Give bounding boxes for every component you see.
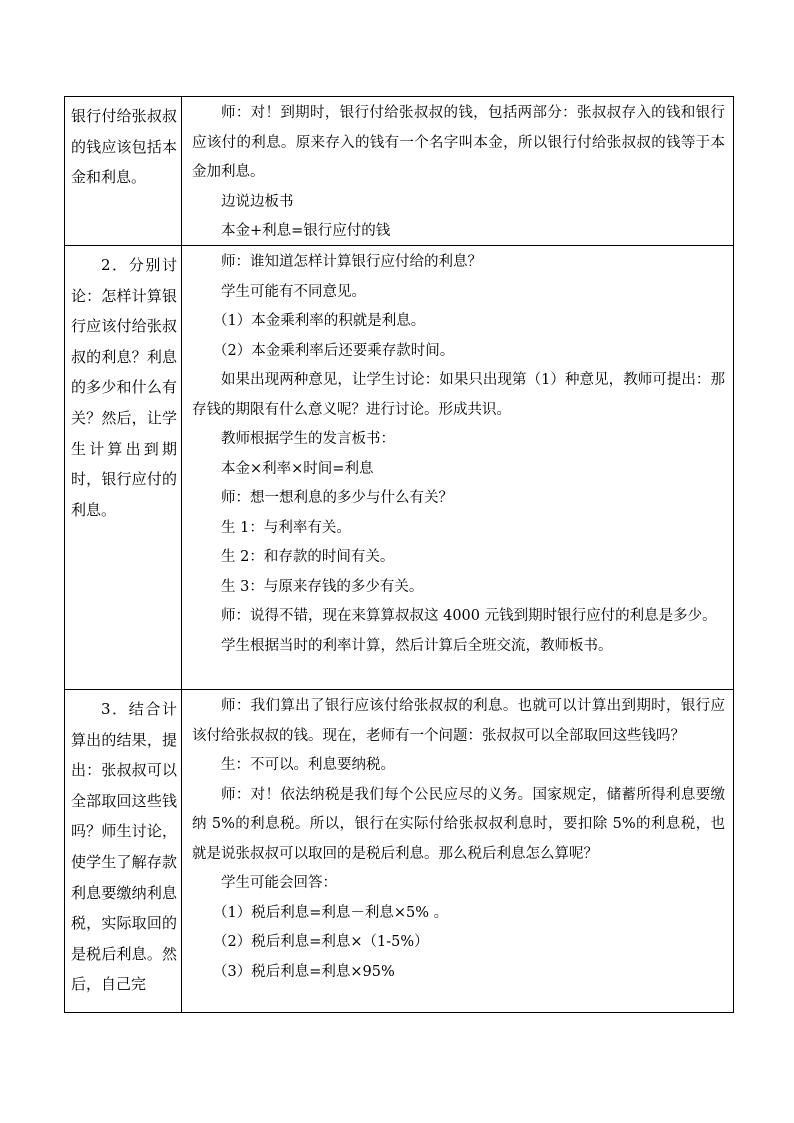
activity-text: 3．结合计算出的结果，提出：张叔叔可以全部取回这些钱吗？师生讨论，使学生了解存款利息要缴纳利息税，实际取回的是税后利息。然后，自己完 (71, 700, 177, 994)
formula-option: （1）税后利息=利息－利息×5% 。 (213, 904, 449, 921)
dialogue-paragraph: 师：说得不错，现在来算算叔叔这 4000 元钱到期时银行应付的利息是多少。 (221, 608, 717, 624)
dialogue-paragraph: 师：我们算出了银行应该付给张叔叔的利息。也就可以计算出到期时，银行应该付给张叔叔的钱。现在，老师有一个问题：张叔叔可以全部取回这些钱吗？ (192, 698, 725, 744)
dialogue-paragraph: 生 1：与利率有关。 (221, 519, 351, 536)
blackboard-formula: 本金+利息=银行应付的钱 (221, 223, 391, 239)
teaching-process-cell (182, 246, 734, 690)
table-row (65, 246, 734, 690)
dialogue-paragraph: （2）本金乘利率后还要乘存款时间。 (213, 342, 455, 359)
dialogue-paragraph: 生 2：和存款的时间有关。 (221, 549, 395, 565)
dialogue-paragraph: 生：不可以。利息要纳税。 (221, 757, 395, 773)
dialogue-paragraph: 学生根据当时的利率计算，然后计算后全班交流，教师板书。 (221, 637, 613, 654)
dialogue-paragraph: 学生可能有不同意见。 (221, 283, 366, 300)
dialogue-paragraph: 师：想一想利息的多少与什么有关？ (221, 490, 453, 506)
dialogue-paragraph: 师：对！到期时，银行付给张叔叔的钱，包括两部分：张叔叔存入的钱和银行应该付的利息。原来存入的钱有一个名字叫本金，所以银行付给张叔叔的钱等于本金加利息。 (192, 105, 725, 180)
table-row (65, 690, 734, 1013)
table-row (65, 97, 734, 246)
activity-text: 银行付给张叔叔的钱应该包括本金和利息。 (71, 107, 177, 187)
formula-option: （3）税后利息=利息×95% (213, 963, 395, 980)
dialogue-paragraph: （1）本金乘利率的积就是利息。 (213, 313, 426, 329)
dialogue-paragraph: 边说边板书 (221, 193, 294, 210)
dialogue-paragraph: 教师根据学生的发言板书： (221, 431, 395, 447)
teaching-process-cell (182, 97, 734, 246)
lesson-plan-table (64, 96, 734, 1013)
dialogue-paragraph: 学生可能会回答： (221, 875, 337, 891)
teaching-process-cell (182, 690, 734, 1013)
activity-cell (65, 690, 182, 1013)
dialogue-paragraph: 生 3：与原来存钱的多少有关。 (221, 578, 424, 595)
formula-option: （2）税后利息=利息×（1-5%） (213, 934, 429, 950)
activity-text: 2．分别讨论：怎样计算银行应该付给张叔叔的利息？利息的多少和什么有关？然后，让学生计算出到期时，银行应付的利息。 (71, 256, 177, 519)
activity-cell (65, 97, 182, 246)
blackboard-formula: 本金×利率×时间=利息 (221, 460, 374, 477)
dialogue-paragraph: 如果出现两种意见，让学生讨论：如果只出现第（1）种意见，教师可提出：那存钱的期限有什么意义呢？进行讨论。形成共识。 (192, 372, 725, 418)
activity-cell (65, 246, 182, 690)
dialogue-paragraph: 师：谁知道怎样计算银行应付给的利息？ (221, 254, 482, 270)
dialogue-paragraph: 师：对！依法纳税是我们每个公民应尽的义务。国家规定，储蓄所得利息要缴纳 5%的利息税。所以，银行在实际付给张叔叔利息时，要扣除 5%的利息税，也就是说张叔叔可以取回的是税后利息。那么税后利息怎么算呢？ (192, 786, 725, 862)
